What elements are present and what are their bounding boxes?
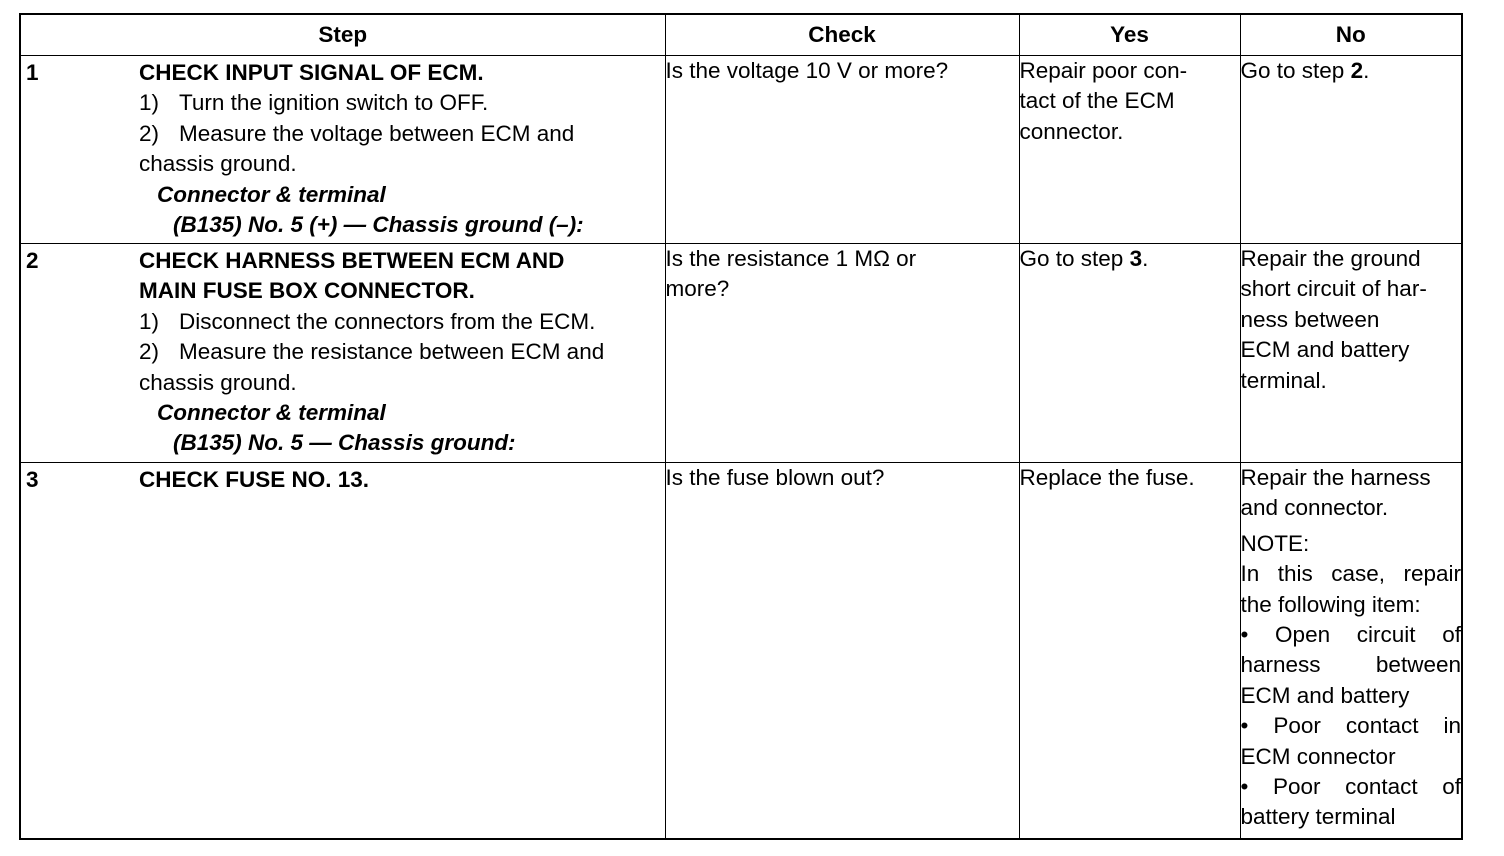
no-cell	[1240, 463, 1462, 840]
check-text: Is the voltage 10 V or more?	[665, 58, 949, 83]
yes-text: Repair poor con-	[1019, 58, 1188, 83]
step-title: CHECK HARNESS BETWEEN ECM AND	[139, 248, 565, 273]
no-text: Repair the harness	[1240, 465, 1431, 490]
yes-text: connector.	[1019, 118, 1124, 144]
yes-cell	[1019, 244, 1240, 463]
no-cell	[1240, 56, 1462, 244]
step-cell	[20, 463, 665, 840]
connector-heading: Connector & terminal	[157, 400, 386, 426]
no-text: ness between	[1240, 306, 1380, 332]
connector-heading: Connector & terminal	[157, 181, 386, 207]
connector-detail: (B135) No. 5 (+) — Chassis ground (–):	[173, 212, 584, 238]
table-row	[20, 463, 1462, 840]
instruction-line: 2) Measure the resistance between ECM and	[139, 339, 605, 365]
step-title: CHECK FUSE NO. 13.	[139, 467, 370, 492]
note-heading: NOTE:	[1240, 530, 1310, 556]
no-text: short circuit of har-	[1240, 276, 1427, 302]
table-row	[20, 244, 1462, 463]
step-number: 3	[26, 467, 39, 492]
no-text: Go to step 2.	[1240, 58, 1370, 83]
note-line: battery terminal	[1240, 804, 1396, 830]
diagnostic-table	[19, 13, 1463, 840]
check-cell	[665, 244, 1019, 463]
header-check: Check	[665, 14, 1019, 56]
yes-text: Go to step 3.	[1019, 246, 1149, 271]
instruction-continuation: chassis ground.	[139, 369, 297, 395]
no-text: and connector.	[1240, 495, 1389, 521]
instruction-continuation: chassis ground.	[139, 151, 297, 177]
no-cell	[1240, 244, 1462, 463]
step-number: 2	[26, 248, 39, 273]
note-line: • Poor contact of	[1240, 774, 1461, 800]
step-number: 1	[26, 60, 39, 85]
step-title: CHECK INPUT SIGNAL OF ECM.	[139, 60, 484, 85]
step-cell	[20, 244, 665, 463]
check-text: more?	[665, 276, 730, 302]
note-line: harness between	[1240, 652, 1461, 678]
check-cell	[665, 56, 1019, 244]
connector-detail: (B135) No. 5 — Chassis ground:	[173, 430, 516, 456]
instruction-line: 1) Turn the ignition switch to OFF.	[139, 90, 489, 116]
note-line: • Open circuit of	[1240, 622, 1461, 648]
note-line: the following item:	[1240, 591, 1421, 617]
note-line: ECM connector	[1240, 743, 1396, 769]
step-reference: 2	[1350, 58, 1364, 83]
instruction-line: 1) Disconnect the connectors from the ECM.	[139, 308, 596, 334]
header-step: Step	[20, 14, 665, 56]
check-text: Is the resistance 1 MΩ or	[665, 246, 917, 271]
step-title: MAIN FUSE BOX CONNECTOR.	[139, 278, 475, 304]
no-text: ECM and battery	[1240, 337, 1410, 363]
header-no: No	[1240, 14, 1462, 56]
yes-text: tact of the ECM	[1019, 88, 1175, 114]
step-cell	[20, 56, 665, 244]
no-text: terminal.	[1240, 367, 1327, 393]
header-yes: Yes	[1019, 14, 1240, 56]
step-reference: 3	[1129, 246, 1143, 271]
note-line: • Poor contact in	[1240, 713, 1461, 739]
instruction-line: 2) Measure the voltage between ECM and	[139, 120, 575, 146]
no-text: Repair the ground	[1240, 246, 1421, 271]
yes-cell	[1019, 56, 1240, 244]
yes-text: Replace the fuse.	[1019, 465, 1195, 490]
note-line: ECM and battery	[1240, 682, 1410, 708]
check-text: Is the fuse blown out?	[665, 465, 885, 490]
note-line: In this case, repair	[1240, 561, 1461, 587]
yes-cell	[1019, 463, 1240, 840]
check-cell	[665, 463, 1019, 840]
table-row	[20, 56, 1462, 244]
header-row	[20, 14, 1462, 56]
